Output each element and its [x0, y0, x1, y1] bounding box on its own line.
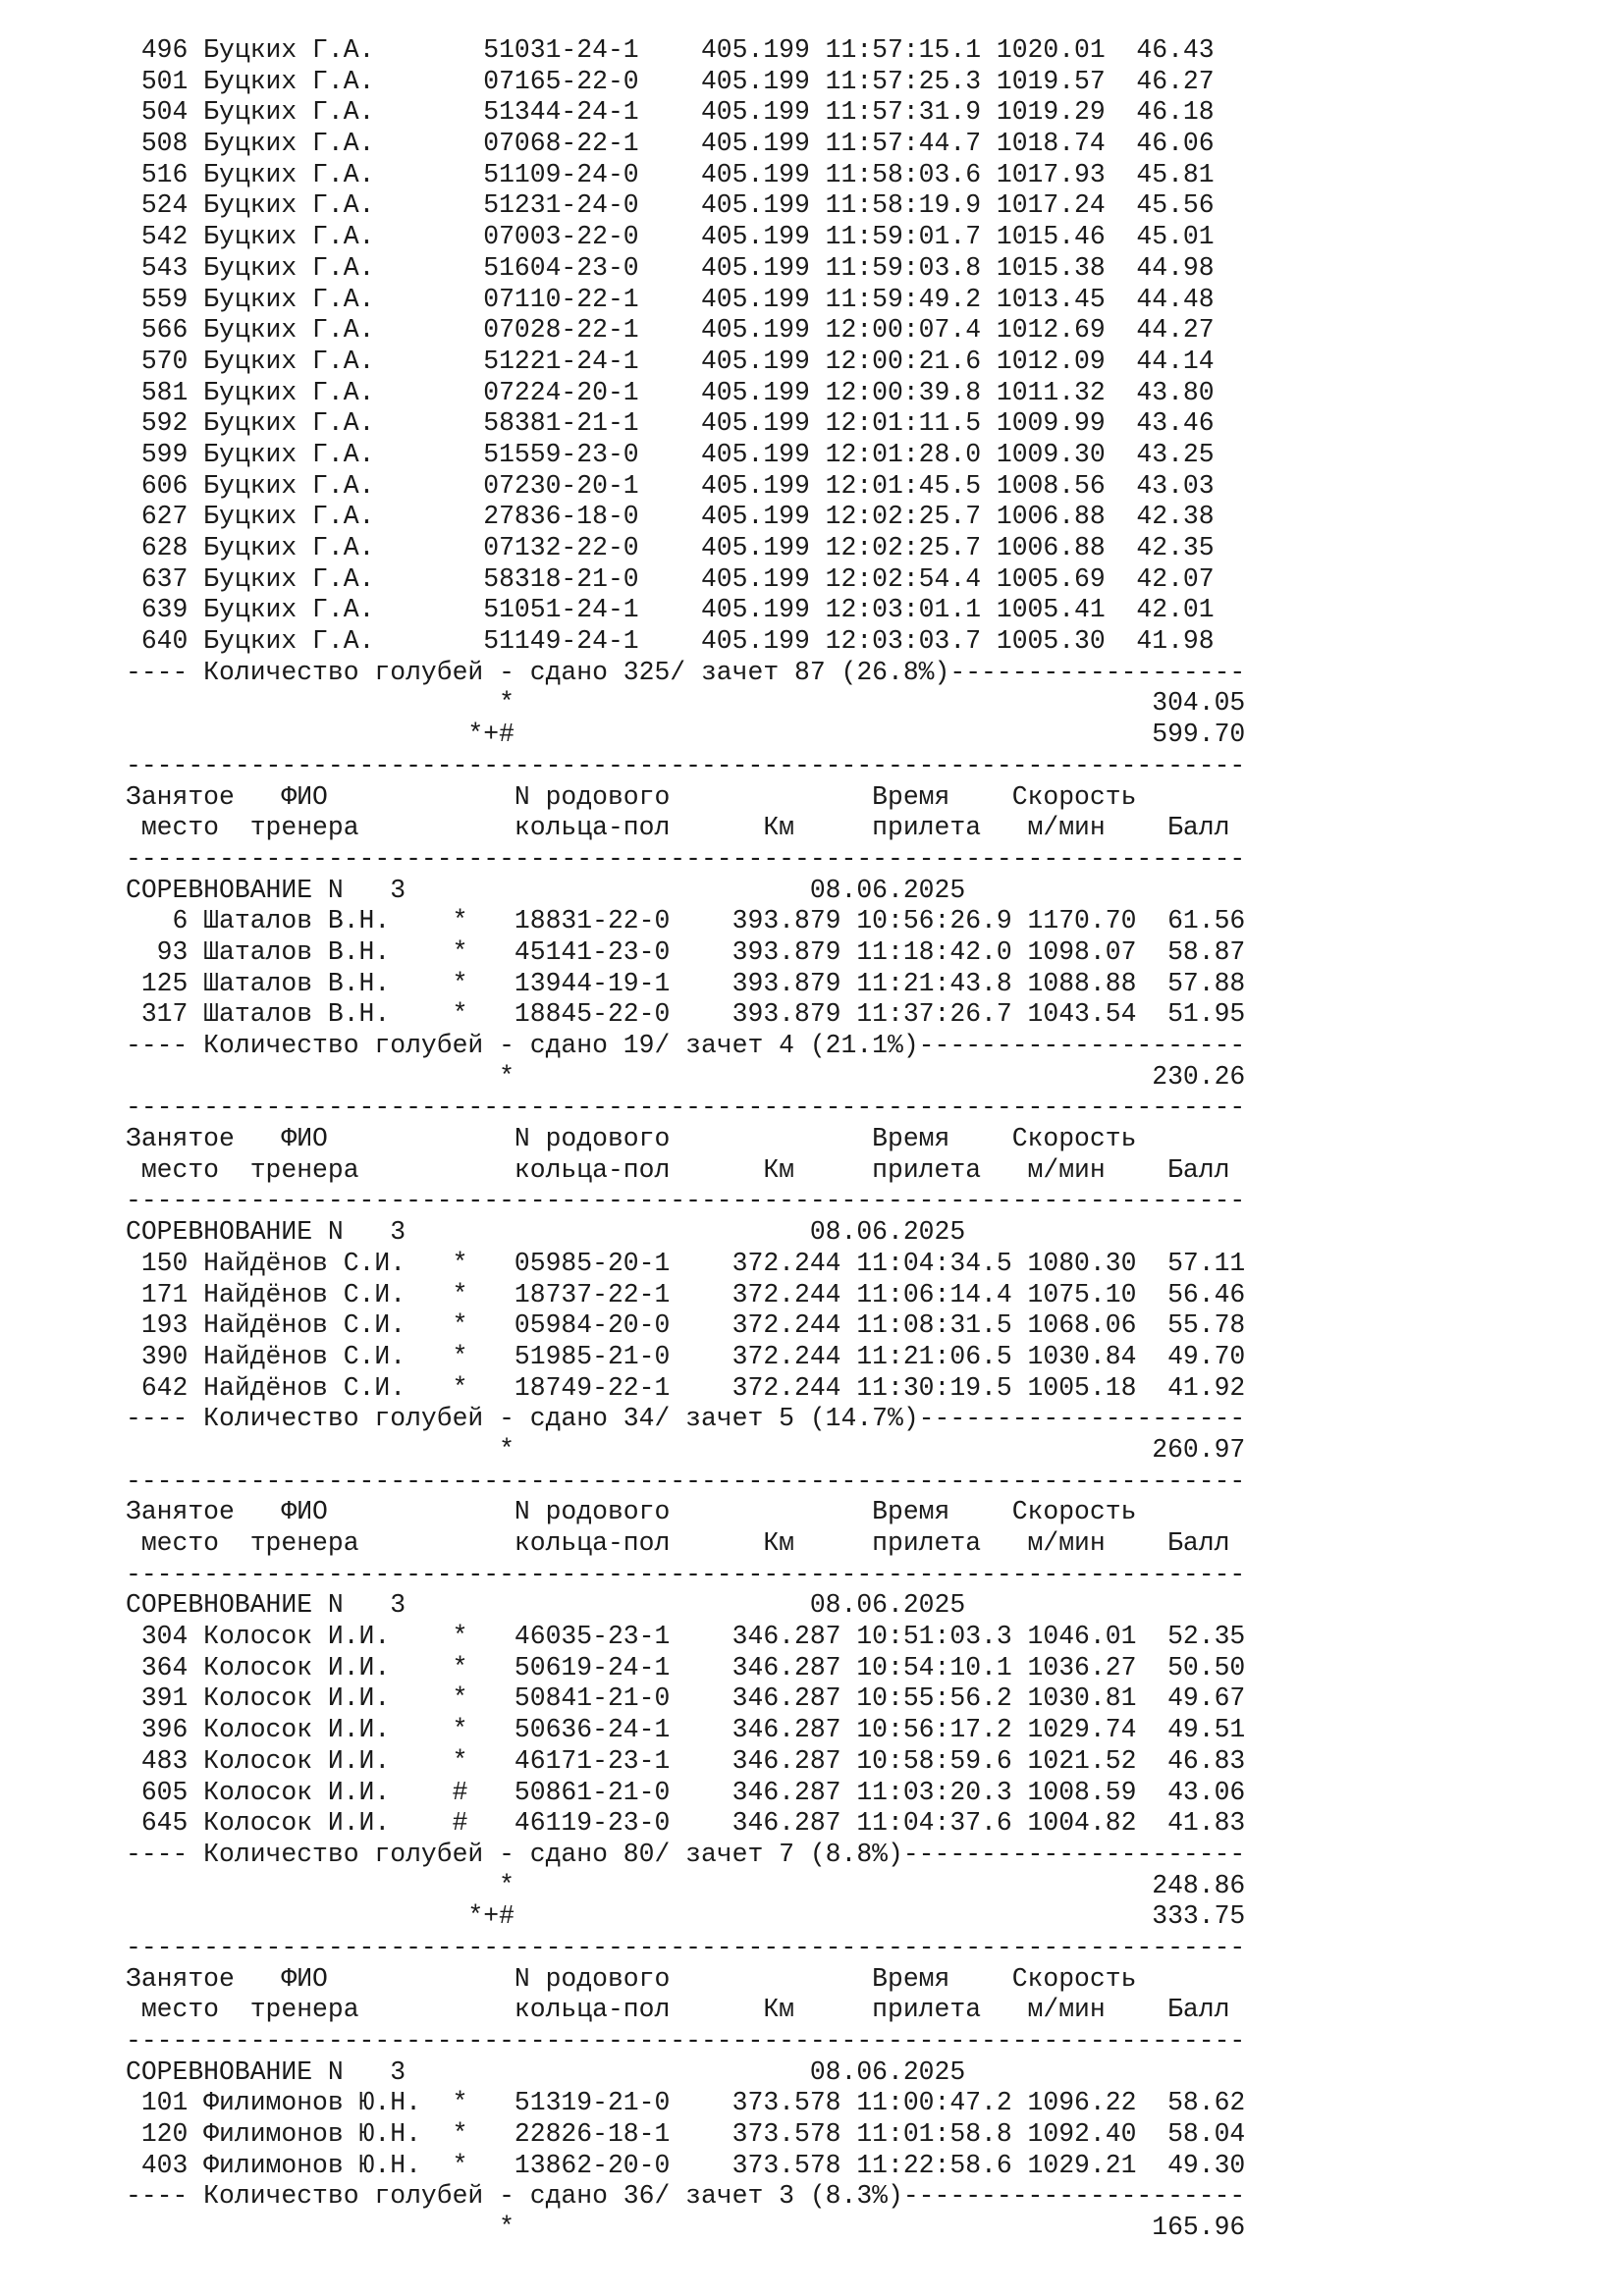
printout-line: ------------------------------------------------------------------------: [126, 1466, 1246, 1496]
printout-line: 645 Колосок И.И. # 46119-23-0 346.287 11:04:37.6 1004.82 41.83: [126, 1808, 1246, 1839]
printout-line: ------------------------------------------------------------------------: [126, 750, 1246, 780]
printout-line: СОРЕВНОВАНИЕ N 3 08.06.2025: [126, 2056, 966, 2087]
printout-line: 391 Колосок И.И. * 50841-21-0 346.287 10:55:56.2 1030.81 49.67: [126, 1683, 1246, 1714]
printout-line: 304 Колосок И.И. * 46035-23-1 346.287 10:51:03.3 1046.01 52.35: [126, 1622, 1246, 1652]
printout-line: 496 Буцких Г.А. 51031-24-1 405.199 11:57:15.1 1020.01 46.43: [126, 35, 1215, 65]
printout-line: ------------------------------------------------------------------------: [126, 843, 1246, 874]
printout-line: 628 Буцких Г.А. 07132-22-0 405.199 12:02:25.7 1006.88 42.35: [126, 533, 1215, 562]
printout-line: 101 Филимонов Ю.Н. * 51319-21-0 373.578 11:00:47.2 1096.22 58.62: [126, 2088, 1246, 2118]
printout-line: 639 Буцких Г.А. 51051-24-1 405.199 12:03:01.1 1005.41 42.01: [126, 595, 1215, 625]
printout-line: 504 Буцких Г.А. 51344-24-1 405.199 11:57:31.9 1019.29 46.18: [126, 97, 1215, 128]
printout-line: Занятое ФИО N родового Время Скорость: [126, 1963, 1137, 1994]
printout-line: ------------------------------------------------------------------------: [126, 1559, 1246, 1589]
printout-line: 570 Буцких Г.А. 51221-24-1 405.199 12:00:21.6 1012.09 44.14: [126, 346, 1215, 376]
printout-line: 403 Филимонов Ю.Н. * 13862-20-0 373.578 11:22:58.6 1029.21 49.30: [126, 2150, 1246, 2180]
printout-line: ---- Количество голубей - сдано 325/ зачет 87 (26.8%)-------------------: [126, 657, 1246, 687]
printout-line: 642 Найдёнов С.И. * 18749-22-1 372.244 11:30:19.5 1005.18 41.92: [126, 1372, 1246, 1403]
printout-line: 640 Буцких Г.А. 51149-24-1 405.199 12:03:03.7 1005.30 41.98: [126, 626, 1215, 657]
printout-line: 605 Колосок И.И. # 50861-21-0 346.287 11:03:20.3 1008.59 43.06: [126, 1777, 1246, 1807]
printout-line: * 260.97: [126, 1434, 1246, 1465]
printout-line: * 304.05: [126, 688, 1246, 719]
printout-line: 524 Буцких Г.А. 51231-24-0 405.199 11:58:19.9 1017.24 45.56: [126, 190, 1215, 221]
printout-line: 150 Найдёнов С.И. * 05985-20-1 372.244 11:04:34.5 1080.30 57.11: [126, 1248, 1246, 1278]
printout-line: 516 Буцких Г.А. 51109-24-0 405.199 11:58:03.6 1017.93 45.81: [126, 159, 1215, 189]
printout-line: 581 Буцких Г.А. 07224-20-1 405.199 12:00:39.8 1011.32 43.80: [126, 377, 1215, 407]
printout-line: 93 Шаталов В.Н. * 45141-23-0 393.879 11:18:42.0 1098.07 58.87: [126, 936, 1246, 967]
printout-line: * 165.96: [126, 2213, 1246, 2243]
printout-line: 501 Буцких Г.А. 07165-22-0 405.199 11:57:25.3 1019.57 46.27: [126, 66, 1215, 96]
printout-line: Занятое ФИО N родового Время Скорость: [126, 1497, 1137, 1527]
printout-line: ------------------------------------------------------------------------: [126, 1932, 1246, 1962]
results-printout: [126, 35, 1245, 2244]
printout-line: 125 Шаталов В.Н. * 13944-19-1 393.879 11:21:43.8 1088.88 57.88: [126, 968, 1246, 998]
printout-line: 193 Найдёнов С.И. * 05984-20-0 372.244 11:08:31.5 1068.06 55.78: [126, 1310, 1246, 1341]
printout-line: 559 Буцких Г.А. 07110-22-1 405.199 11:59:49.2 1013.45 44.48: [126, 284, 1215, 314]
printout-line: ------------------------------------------------------------------------: [126, 1093, 1246, 1123]
printout-line: 317 Шаталов В.Н. * 18845-22-0 393.879 11:37:26.7 1043.54 51.95: [126, 999, 1246, 1030]
printout-line: место тренера кольца-пол Км прилета м/мин Балл: [126, 813, 1230, 843]
printout-line: 566 Буцких Г.А. 07028-22-1 405.199 12:00:07.4 1012.69 44.27: [126, 315, 1215, 346]
printout-line: 483 Колосок И.И. * 46171-23-1 346.287 10:58:59.6 1021.52 46.83: [126, 1745, 1246, 1776]
printout-line: 543 Буцких Г.А. 51604-23-0 405.199 11:59:03.8 1015.38 44.98: [126, 252, 1215, 283]
printout-line: 606 Буцких Г.А. 07230-20-1 405.199 12:01:45.5 1008.56 43.03: [126, 470, 1215, 501]
printout-line: 508 Буцких Г.А. 07068-22-1 405.199 11:57:44.7 1018.74 46.06: [126, 129, 1215, 159]
printout-line: СОРЕВНОВАНИЕ N 3 08.06.2025: [126, 1590, 966, 1621]
printout-line: 542 Буцких Г.А. 07003-22-0 405.199 11:59:01.7 1015.46 45.01: [126, 222, 1215, 252]
printout-line: Занятое ФИО N родового Время Скорость: [126, 781, 1137, 812]
printout-line: ------------------------------------------------------------------------: [126, 1186, 1246, 1216]
printout-line: * 248.86: [126, 1870, 1246, 1900]
printout-line: 627 Буцких Г.А. 27836-18-0 405.199 12:02:25.7 1006.88 42.38: [126, 502, 1215, 532]
printout-line: ---- Количество голубей - сдано 34/ зачет 5 (14.7%)---------------------: [126, 1404, 1246, 1434]
printout-line: 364 Колосок И.И. * 50619-24-1 346.287 10:54:10.1 1036.27 50.50: [126, 1652, 1246, 1682]
printout-line: место тренера кольца-пол Км прилета м/мин Балл: [126, 1995, 1230, 2025]
printout-line: *+# 333.75: [126, 1901, 1246, 1932]
printout-line: место тренера кольца-пол Км прилета м/мин Балл: [126, 1154, 1230, 1185]
printout-line: *+# 599.70: [126, 720, 1246, 750]
printout-line: 599 Буцких Г.А. 51559-23-0 405.199 12:01:28.0 1009.30 43.25: [126, 439, 1215, 469]
printout-line: ---- Количество голубей - сдано 80/ зачет 7 (8.8%)----------------------: [126, 1839, 1246, 1869]
printout-line: ---- Количество голубей - сдано 19/ зачет 4 (21.1%)---------------------: [126, 1031, 1246, 1060]
printout-line: СОРЕВНОВАНИЕ N 3 08.06.2025: [126, 1217, 966, 1248]
printout-line: 120 Филимонов Ю.Н. * 22826-18-1 373.578 11:01:58.8 1092.40 58.04: [126, 2119, 1246, 2150]
printout-line: ---- Количество голубей - сдано 36/ зачет 3 (8.3%)----------------------: [126, 2181, 1246, 2212]
printout-line: СОРЕВНОВАНИЕ N 3 08.06.2025: [126, 875, 966, 905]
printout-line: 390 Найдёнов С.И. * 51985-21-0 372.244 11:21:06.5 1030.84 49.70: [126, 1341, 1246, 1371]
printout-line: 171 Найдёнов С.И. * 18737-22-1 372.244 11:06:14.4 1075.10 56.46: [126, 1279, 1246, 1309]
printout-line: 6 Шаталов В.Н. * 18831-22-0 393.879 10:56:26.9 1170.70 61.56: [126, 906, 1246, 936]
printout-line: ------------------------------------------------------------------------: [126, 2026, 1246, 2056]
printout-line: Занятое ФИО N родового Время Скорость: [126, 1124, 1137, 1154]
printout-line: 396 Колосок И.И. * 50636-24-1 346.287 10:56:17.2 1029.74 49.51: [126, 1715, 1246, 1745]
printout-line: * 230.26: [126, 1061, 1246, 1092]
printout-line: 637 Буцких Г.А. 58318-21-0 405.199 12:02:54.4 1005.69 42.07: [126, 563, 1215, 594]
printout-line: место тренера кольца-пол Км прилета м/мин Балл: [126, 1528, 1230, 1558]
printout-line: 592 Буцких Г.А. 58381-21-1 405.199 12:01:11.5 1009.99 43.46: [126, 408, 1215, 439]
